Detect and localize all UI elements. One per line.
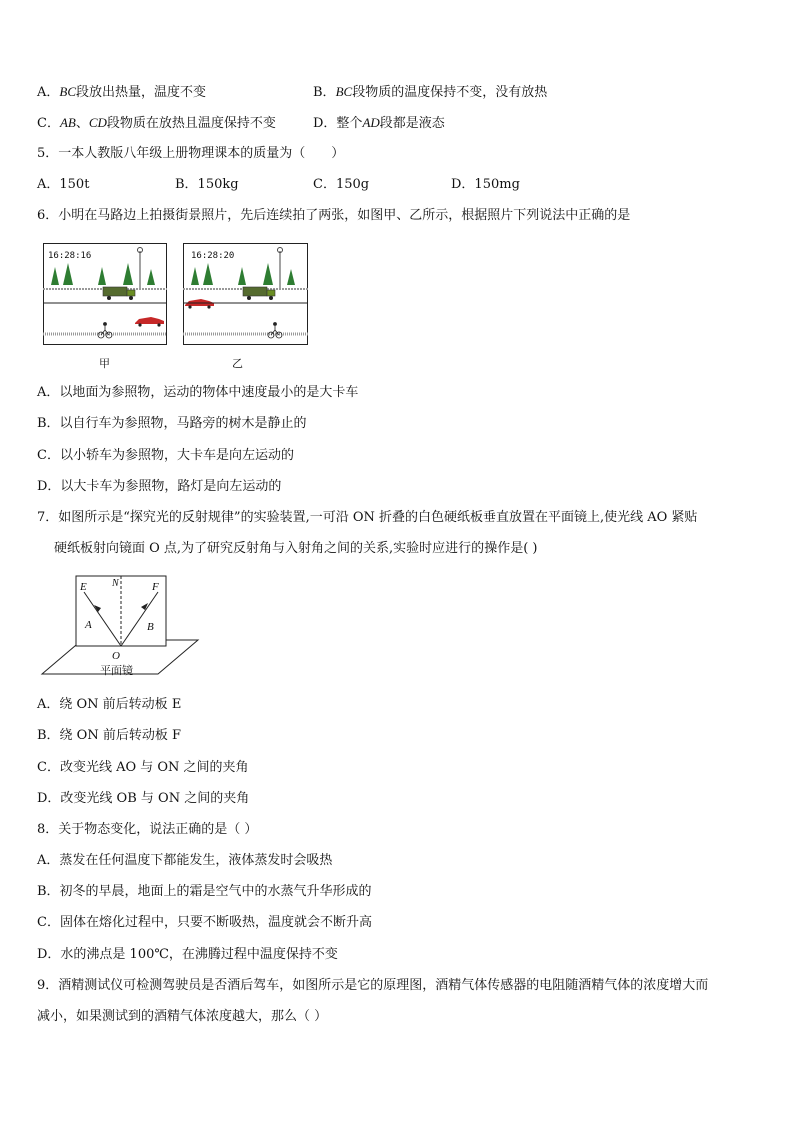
q5-option-a: A．150t — [37, 177, 90, 192]
q7-option-b: B．绕 ON 前后转动板 F — [37, 728, 182, 743]
label-o: O — [112, 650, 120, 662]
label-b: B — [147, 621, 154, 633]
q7-option-a: A．绕 ON 前后转动板 E — [37, 697, 182, 712]
q8-option-b: B．初冬的早晨，地面上的霜是空气中的水蒸气升华形成的 — [37, 884, 372, 899]
q5-option-c: C．150g — [313, 177, 370, 192]
q7-reflection-diagram — [38, 572, 200, 684]
q7-stem-line1: 7．如图所示是“探究光的反射规律”的实验装置,一可沿 ON 折叠的白色硬纸板垂直放置在平面镜上,使光线 AO 紧贴 — [37, 510, 698, 525]
label-e: E — [80, 581, 87, 593]
q8-option-c: C．固体在熔化过程中，只要不断吸热，温度就会不断升高 — [37, 915, 372, 930]
label-f: F — [152, 581, 159, 593]
q8-option-a: A．蒸发在任何温度下都能发生，液体蒸发时会吸热 — [37, 853, 333, 868]
q4-option-d: D．整个AD段都是液态 — [313, 115, 445, 131]
q4-option-b: B．BC段物质的温度保持不变，没有放热 — [313, 84, 548, 100]
q6-option-c: C．以小轿车为参照物，大卡车是向左运动的 — [37, 448, 294, 463]
q7-option-d: D．改变光线 OB 与 ON 之间的夹角 — [37, 791, 250, 806]
q6-option-d: D．以大卡车为参照物，路灯是向左运动的 — [37, 479, 282, 494]
q4-option-c: C．AB、CD段物质在放热且温度保持不变 — [37, 115, 276, 131]
q8-stem: 8．关于物态变化，说法正确的是（ ） — [37, 822, 258, 837]
q5-option-d: D．150mg — [451, 177, 520, 192]
q6-photo-jia-caption: 甲 — [99, 357, 110, 370]
q7-option-c: C．改变光线 AO 与 ON 之间的夹角 — [37, 760, 249, 775]
q6-photo-jia — [43, 243, 167, 345]
q9-stem-line1: 9．酒精测试仪可检测驾驶员是否酒后驾车，如图所示是它的原理图，酒精气体传感器的电阻随酒精气体的浓度增大而 — [37, 978, 709, 993]
q5-option-b: B．150kg — [175, 177, 239, 192]
q8-option-d: D．水的沸点是 100℃，在沸腾过程中温度保持不变 — [37, 947, 338, 962]
q6-option-b: B．以自行车为参照物，马路旁的树木是静止的 — [37, 416, 307, 431]
q6-photo-yi-caption: 乙 — [232, 357, 243, 370]
label-mirror: 平面镜 — [100, 664, 133, 677]
q6-photo-yi — [183, 243, 308, 345]
q6-stem: 6．小明在马路边上拍摄街景照片，先后连续拍了两张，如图甲、乙所示，根据照片下列说法中正确的是 — [37, 208, 631, 223]
photo-yi-time: 16:28:20 — [191, 251, 235, 261]
q7-stem-line2: 硬纸板射向镜面 O 点,为了研究反射角与入射角之间的关系,实验时应进行的操作是( ) — [54, 541, 538, 556]
q5-stem: 5．一本人教版八年级上册物理课本的质量为（ ） — [37, 146, 345, 161]
q6-option-a: A．以地面为参照物，运动的物体中速度最小的是大卡车 — [37, 385, 359, 400]
q9-stem-line2: 减小，如果测试到的酒精气体浓度越大，那么（ ） — [37, 1009, 328, 1024]
label-n: N — [112, 578, 119, 589]
q4-option-a: A．BC段放出热量，温度不变 — [37, 84, 207, 100]
photo-jia-time: 16:28:16 — [48, 251, 92, 261]
label-a: A — [85, 619, 92, 631]
